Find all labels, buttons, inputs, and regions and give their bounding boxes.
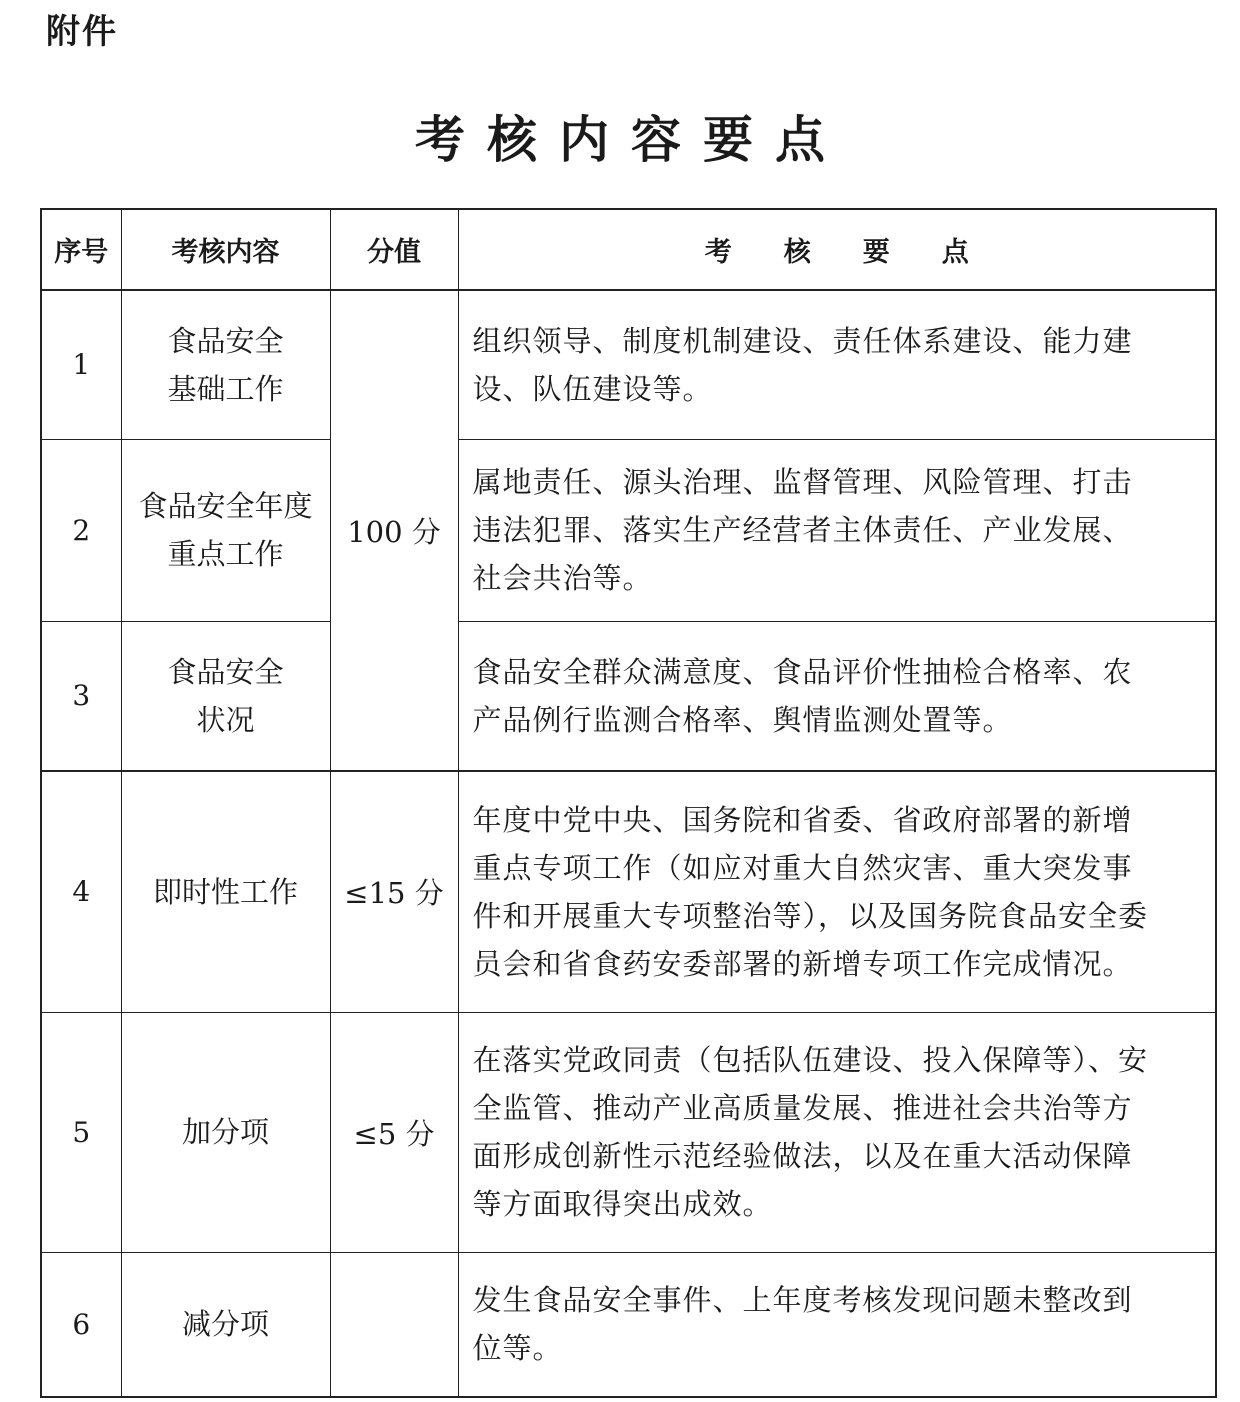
row-index: 4 xyxy=(41,771,121,1012)
row-points: 食品安全群众满意度、食品评价性抽检合格率、农 产品例行监测合格率、舆情监测处置等。 xyxy=(458,621,1216,771)
row-points: 组织领导、制度机制建设、责任体系建设、能力建 设、队伍建设等。 xyxy=(458,290,1216,439)
table-row xyxy=(41,621,1216,771)
table-row xyxy=(41,771,1216,1012)
row-content: 减分项 xyxy=(121,1252,330,1397)
row-score-merged: 100 分 xyxy=(330,290,458,771)
row-points: 在落实党政同责（包括队伍建设、投入保障等）、安 全监管、推动产业高质量发展、推进社会共治等方 面形成创新性示范经验做法，以及在重大活动保障 等方面取得突出成效。 xyxy=(458,1012,1216,1252)
row-content: 加分项 xyxy=(121,1012,330,1252)
row-points: 属地责任、源头治理、监督管理、风险管理、打击 违法犯罪、落实生产经营者主体责任、产业发展、 社会共治等。 xyxy=(458,439,1216,621)
column-header-content: 考核内容 xyxy=(121,209,330,290)
table-row xyxy=(41,439,1216,621)
column-header-index: 序号 xyxy=(41,209,121,290)
table-row xyxy=(41,1252,1216,1397)
row-content: 食品安全 状况 xyxy=(121,621,330,771)
row-points: 年度中党中央、国务院和省委、省政府部署的新增 重点专项工作（如应对重大自然灾害、重大突发事 件和开展重大专项整治等），以及国务院食品安全委 员会和省食药安委部署的新增专项工作完成情况。 xyxy=(458,771,1216,1012)
row-score xyxy=(330,1252,458,1397)
row-index: 3 xyxy=(41,621,121,771)
attachment-label: 附件 xyxy=(46,12,118,52)
row-index: 2 xyxy=(41,439,121,621)
row-points: 发生食品安全事件、上年度考核发现问题未整改到 位等。 xyxy=(458,1252,1216,1397)
column-header-points: 考核要点 xyxy=(458,209,1216,290)
table-row xyxy=(41,290,1216,439)
row-content: 即时性工作 xyxy=(121,771,330,1012)
document-title: 考核内容要点 xyxy=(415,111,847,169)
table-header-row xyxy=(41,209,1216,290)
assessment-table xyxy=(40,208,1217,1398)
row-index: 6 xyxy=(41,1252,121,1397)
column-header-score: 分值 xyxy=(330,209,458,290)
row-score: ≤5 分 xyxy=(330,1012,458,1252)
table-row xyxy=(41,1012,1216,1252)
row-index: 5 xyxy=(41,1012,121,1252)
row-content: 食品安全年度 重点工作 xyxy=(121,439,330,621)
row-index: 1 xyxy=(41,290,121,439)
row-content: 食品安全 基础工作 xyxy=(121,290,330,439)
row-score: ≤15 分 xyxy=(330,771,458,1012)
